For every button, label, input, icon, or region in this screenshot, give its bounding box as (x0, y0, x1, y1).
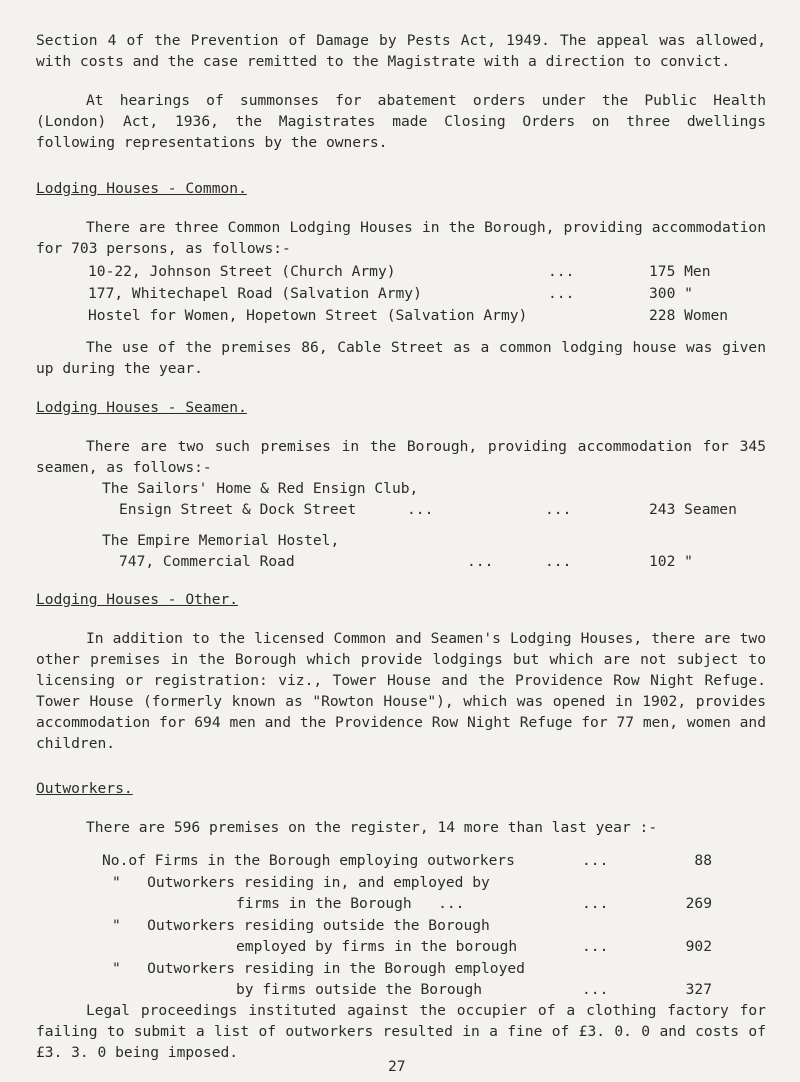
outworkers-row-2-line2: firms in the Borough ... (236, 895, 465, 912)
outworkers-row-4-line1: " Outworkers residing in the Borough employed (112, 960, 525, 977)
outworkers-heading: Outworkers. (36, 780, 133, 797)
common-row-2-dots: ... (548, 285, 575, 302)
outworkers-row-3-line2: employed by firms in the borough (236, 938, 518, 955)
seamen-row-1-dots-2: ... (545, 501, 572, 518)
common-section (36, 178, 766, 259)
seamen-row-2-line2: 747, Commercial Road (119, 553, 295, 570)
intro-paragraph-2: At hearings of summonses for abatement orders under the Public Health (London) Act, 1936, the Magistrates made Closing Orders on three dwellings following representations by the owners. (36, 92, 766, 151)
intro-paragraph-1: Section 4 of the Prevention of Damage by Pests Act, 1949. The appeal was allowed, with costs and the case remitted to the Magistrate with a direction to convict. (36, 32, 766, 70)
seamen-row-2-value: 102 " (649, 553, 693, 570)
seamen-row-1-line1: The Sailors' Home & Red Ensign Club, (102, 480, 419, 497)
outworkers-intro: There are 596 premises on the register, 14 more than last year :- (86, 819, 658, 836)
seamen-row-1-line2: Ensign Street & Dock Street (119, 501, 357, 518)
outworkers-row-2-value: 269 (685, 895, 712, 912)
page-number: 27 (388, 1058, 406, 1075)
common-row-1-dots: ... (548, 263, 575, 280)
outworkers-row-4-value: 327 (685, 981, 712, 998)
common-row-3-name: Hostel for Women, Hopetown Street (Salvation Army) (88, 307, 528, 324)
common-row-1-value: 175 Men (649, 263, 711, 280)
other-heading: Lodging Houses - Other. (36, 591, 239, 608)
outworkers-row-4-line2: by firms outside the Borough (236, 981, 483, 998)
outworkers-row-1-dots: ... (582, 852, 609, 869)
common-heading: Lodging Houses - Common. (36, 180, 247, 197)
common-intro: There are three Common Lodging Houses in the Borough, providing accommodation for 703 persons, as follows:- (36, 219, 766, 257)
outworkers-row-3-line1: " Outworkers residing outside the Borough (112, 917, 490, 934)
seamen-row-2-dots-1: ... (467, 553, 494, 570)
seamen-row-1-dots-1: ... (407, 501, 434, 518)
seamen-heading: Lodging Houses - Seamen. (36, 399, 247, 416)
legal-block (36, 1000, 766, 1063)
seamen-intro: There are two such premises in the Borough, providing accommodation for 345 seamen, as follows:- (36, 438, 766, 476)
other-section (36, 589, 766, 754)
outworkers-row-2-dots: ... (582, 895, 609, 912)
seamen-row-2-line1: The Empire Memorial Hostel, (102, 532, 340, 549)
outworkers-row-3-value: 902 (685, 938, 712, 955)
common-row-1-name: 10-22, Johnson Street (Church Army) (88, 263, 396, 280)
outworkers-row-4-dots: ... (582, 981, 609, 998)
seamen-section (36, 397, 766, 478)
legal-proceedings: Legal proceedings instituted against the occupier of a clothing factory for failing to submit a list of outworkers resulted in a fine of £3. 0. 0 and costs of £3. 3. 0 being imposed. (36, 1002, 766, 1061)
intro-block (36, 30, 766, 153)
seamen-row-2-dots-2: ... (545, 553, 572, 570)
common-note: The use of the premises 86, Cable Street as a common lodging house was given up during the year. (36, 339, 766, 377)
outworkers-section (36, 778, 766, 838)
common-note-block (36, 337, 766, 379)
common-row-3-value: 228 Women (649, 307, 729, 324)
outworkers-row-1-line1: No.of Firms in the Borough employing outworkers (102, 852, 515, 869)
common-row-2-value: 300 " (649, 285, 693, 302)
outworkers-row-3-dots: ... (582, 938, 609, 955)
other-text: In addition to the licensed Common and Seamen's Lodging Houses, there are two other premises in the Borough which provide lodgings but which are not subject to licensing or registration: viz., Tower House and the Providence Row Night Refuge. Tower House (formerly known as "Rowton House"), which was opened in 1902, provides accommodation for 694 men and the Providence Row Night Refuge for 77 men, women and children. (36, 630, 766, 752)
common-row-2-name: 177, Whitechapel Road (Salvation Army) (88, 285, 422, 302)
outworkers-row-2-line1: " Outworkers residing in, and employed by (112, 874, 490, 891)
seamen-row-1-value: 243 Seamen (649, 501, 737, 518)
outworkers-row-1-value: 88 (694, 852, 712, 869)
